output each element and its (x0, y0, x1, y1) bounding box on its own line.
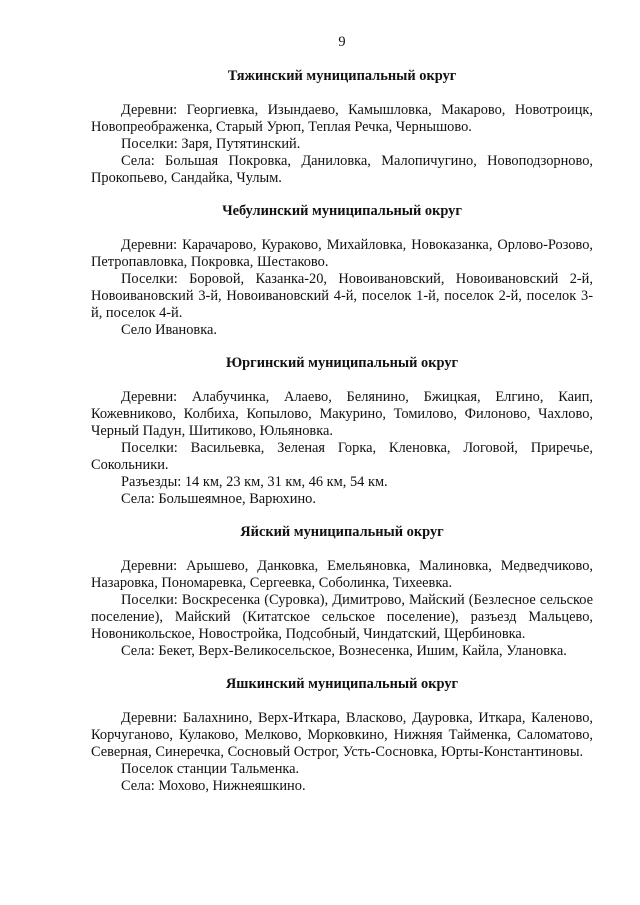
section-tyazhinsky (91, 68, 593, 187)
paragraph-selos: Села: Большеямное, Варюхино. (121, 491, 316, 507)
paragraph-selo: Село Ивановка. (121, 322, 217, 338)
paragraph-station-settlement: Поселок станции Тальменка. (121, 761, 300, 777)
paragraph-villages: Деревни: Карачарово, Кураково, Михайловка, Новоказанка, Орлово-Розово, Петропавловка, Покровка, Шестаково. (91, 237, 593, 270)
paragraph-selos: Села: Бекет, Верх-Великосельское, Вознесенка, Ишим, Кайла, Улановка. (121, 643, 567, 659)
paragraph-villages: Деревни: Георгиевка, Изындаево, Камышловка, Макарово, Новотроицк, Новопреображенка, Старый Урюп, Теплая Речка, Чернышово. (91, 102, 593, 135)
paragraph-settlements: Поселки: Васильевка, Зеленая Горка, Кленовка, Логовой, Приречье, Сокольники. (91, 440, 593, 473)
paragraph-villages: Деревни: Алабучинка, Алаево, Белянино, Бжицкая, Елгино, Каип, Кожевниково, Колбиха, Копылово, Макурино, Томилово, Филоново, Чахлово, Черный Падун, Шитиково, Юльяновка. (91, 389, 593, 439)
paragraph-villages: Деревни: Балахнино, Верх-Иткара, Власково, Дауровка, Иткара, Каленово, Корчуганово, Кулаково, Мелково, Морковкино, Нижняя Тайменка, Саломатово, Северная, Синеречка, Сосновый Острог, Усть-Сосновка, Юрты-Константиновы. (91, 710, 593, 760)
section-title: Яшкинский муниципальный округ (225, 676, 459, 692)
section-yurginsky (91, 355, 593, 508)
page-number: 9 (338, 34, 346, 50)
section-yaysky (91, 524, 593, 660)
paragraph-settlements: Поселки: Боровой, Казанка-20, Новоивановский, Новоивановский 2-й, Новоивановский 3-й, Новоивановский 4-й, поселок 1-й, поселок 2-й, поселок 3-й, поселок 4-й. (91, 271, 593, 321)
paragraph-selos: Села: Мохово, Нижнеяшкино. (121, 778, 306, 794)
paragraph-selos: Села: Большая Покровка, Даниловка, Малопичугино, Новоподзорново, Прокопьево, Сандайка, Чулым. (91, 153, 593, 186)
document-page (91, 34, 593, 795)
paragraph-villages: Деревни: Арышево, Данковка, Емельяновка, Малиновка, Медведчиково, Назаровка, Пономаревка, Сергеевка, Соболинка, Тихеевка. (91, 558, 593, 591)
section-title: Чебулинский муниципальный округ (222, 203, 462, 219)
paragraph-settlements: Поселки: Воскресенка (Суровка), Димитрово, Майский (Безлесное сельское поселение), Майский (Китатское сельское поселение), разъезд Мальцево, Новоникольское, Новостройка, Подсобный, Чиндатский, Щербиновка. (91, 592, 593, 642)
paragraph-junctions: Разъезды: 14 км, 23 км, 31 км, 46 км, 54 км. (121, 474, 388, 490)
section-chebulinsky (91, 203, 593, 339)
section-title: Яйский муниципальный округ (240, 524, 444, 540)
paragraph-settlements: Поселки: Заря, Путятинский. (121, 136, 301, 152)
section-title: Тяжинский муниципальный округ (227, 68, 457, 84)
section-title: Юргинский муниципальный округ (225, 355, 459, 371)
section-yashkinsky (91, 676, 593, 795)
